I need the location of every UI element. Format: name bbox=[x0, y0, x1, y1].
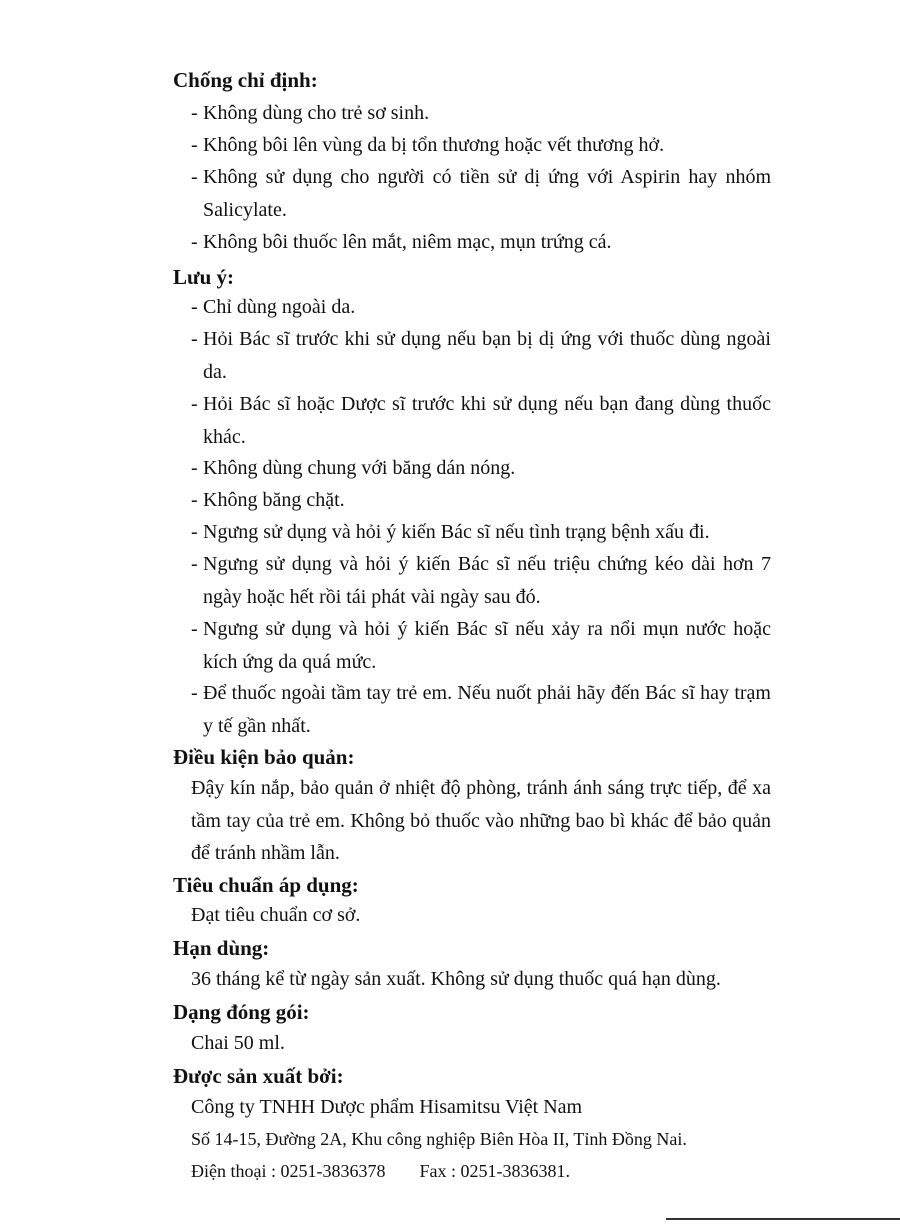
manufacturer-company: Công ty TNHH Dược phẩm Hisamitsu Việt Nam bbox=[191, 1096, 583, 1118]
standard-text: Đạt tiêu chuẩn cơ sở. bbox=[191, 904, 361, 926]
expiry-text: 36 tháng kể từ ngày sản xuất. Không sử dụng thuốc quá hạn dùng. bbox=[191, 968, 721, 990]
phone-number: Điện thoại : 0251-3836378 bbox=[191, 1161, 386, 1181]
list-dash: - bbox=[191, 328, 198, 350]
note-item: - Hỏi Bác sĩ trước khi sử dụng nếu bạn bị dị ứng với thuốc dùng ngoài da. bbox=[191, 323, 771, 388]
note-item: - Để thuốc ngoài tầm tay trẻ em. Nếu nuốt phải hãy đến Bác sĩ hay trạm y tế gần nhất. bbox=[191, 677, 771, 742]
storage-text: Đậy kín nắp, bảo quản ở nhiệt độ phòng, tránh ánh sáng trực tiếp, để xa tầm tay của trẻ em. Không bỏ thuốc vào những bao bì khác để bảo quản để tránh nhầm lẫn. bbox=[191, 777, 771, 864]
storage-heading: Điều kiện bảo quản: bbox=[173, 745, 355, 769]
note-item: - Chỉ dùng ngoài da. bbox=[191, 291, 771, 324]
note-item: - Hỏi Bác sĩ hoặc Dược sĩ trước khi sử dụng nếu bạn đang dùng thuốc khác. bbox=[191, 388, 771, 453]
note-item: - Ngưng sử dụng và hỏi ý kiến Bác sĩ nếu xảy ra nổi mụn nước hoặc kích ứng da quá mức. bbox=[191, 613, 771, 678]
list-dash: - bbox=[191, 457, 198, 479]
list-dash: - bbox=[191, 166, 198, 188]
manufacturer-contact bbox=[191, 1158, 570, 1184]
fax-number: Fax : 0251-3836381. bbox=[419, 1161, 570, 1181]
list-dash: - bbox=[191, 618, 198, 640]
list-dash: - bbox=[191, 296, 198, 318]
list-dash: - bbox=[191, 102, 198, 124]
list-dash: - bbox=[191, 393, 198, 415]
expiry-heading: Hạn dùng: bbox=[173, 936, 270, 960]
contraindication-item: - Không bôi thuốc lên mắt, niêm mạc, mụn trứng cá. bbox=[191, 226, 771, 259]
packaging-text: Chai 50 ml. bbox=[191, 1032, 285, 1054]
contraindication-item: - Không sử dụng cho người có tiền sử dị ứng với Aspirin hay nhóm Salicylate. bbox=[191, 161, 771, 226]
note-item: - Ngưng sử dụng và hỏi ý kiến Bác sĩ nếu tình trạng bệnh xấu đi. bbox=[191, 516, 771, 549]
manufacturer-heading: Được sản xuất bởi: bbox=[173, 1064, 344, 1088]
manufacturer-address: Số 14-15, Đường 2A, Khu công nghiệp Biên Hòa II, Tỉnh Đồng Nai. bbox=[191, 1129, 687, 1149]
notes-heading: Lưu ý: bbox=[173, 265, 235, 289]
contraindication-item: - Không dùng cho trẻ sơ sinh. bbox=[191, 97, 771, 130]
list-dash: - bbox=[191, 521, 198, 543]
packaging-heading: Dạng đóng gói: bbox=[173, 1000, 310, 1024]
standard-heading: Tiêu chuẩn áp dụng: bbox=[173, 873, 359, 897]
list-dash: - bbox=[191, 553, 198, 575]
list-dash: - bbox=[191, 682, 198, 704]
footer-divider bbox=[666, 1218, 900, 1220]
list-dash: - bbox=[191, 134, 198, 156]
list-dash: - bbox=[191, 231, 198, 253]
list-dash: - bbox=[191, 489, 198, 511]
note-item: - Không dùng chung với băng dán nóng. bbox=[191, 452, 771, 485]
note-item: - Không băng chặt. bbox=[191, 484, 771, 517]
note-item: - Ngưng sử dụng và hỏi ý kiến Bác sĩ nếu triệu chứng kéo dài hơn 7 ngày hoặc hết rồi tái phát vài ngày sau đó. bbox=[191, 548, 771, 613]
contraindication-item: - Không bôi lên vùng da bị tổn thương hoặc vết thương hở. bbox=[191, 129, 771, 162]
contraindications-heading: Chống chỉ định: bbox=[173, 68, 318, 92]
